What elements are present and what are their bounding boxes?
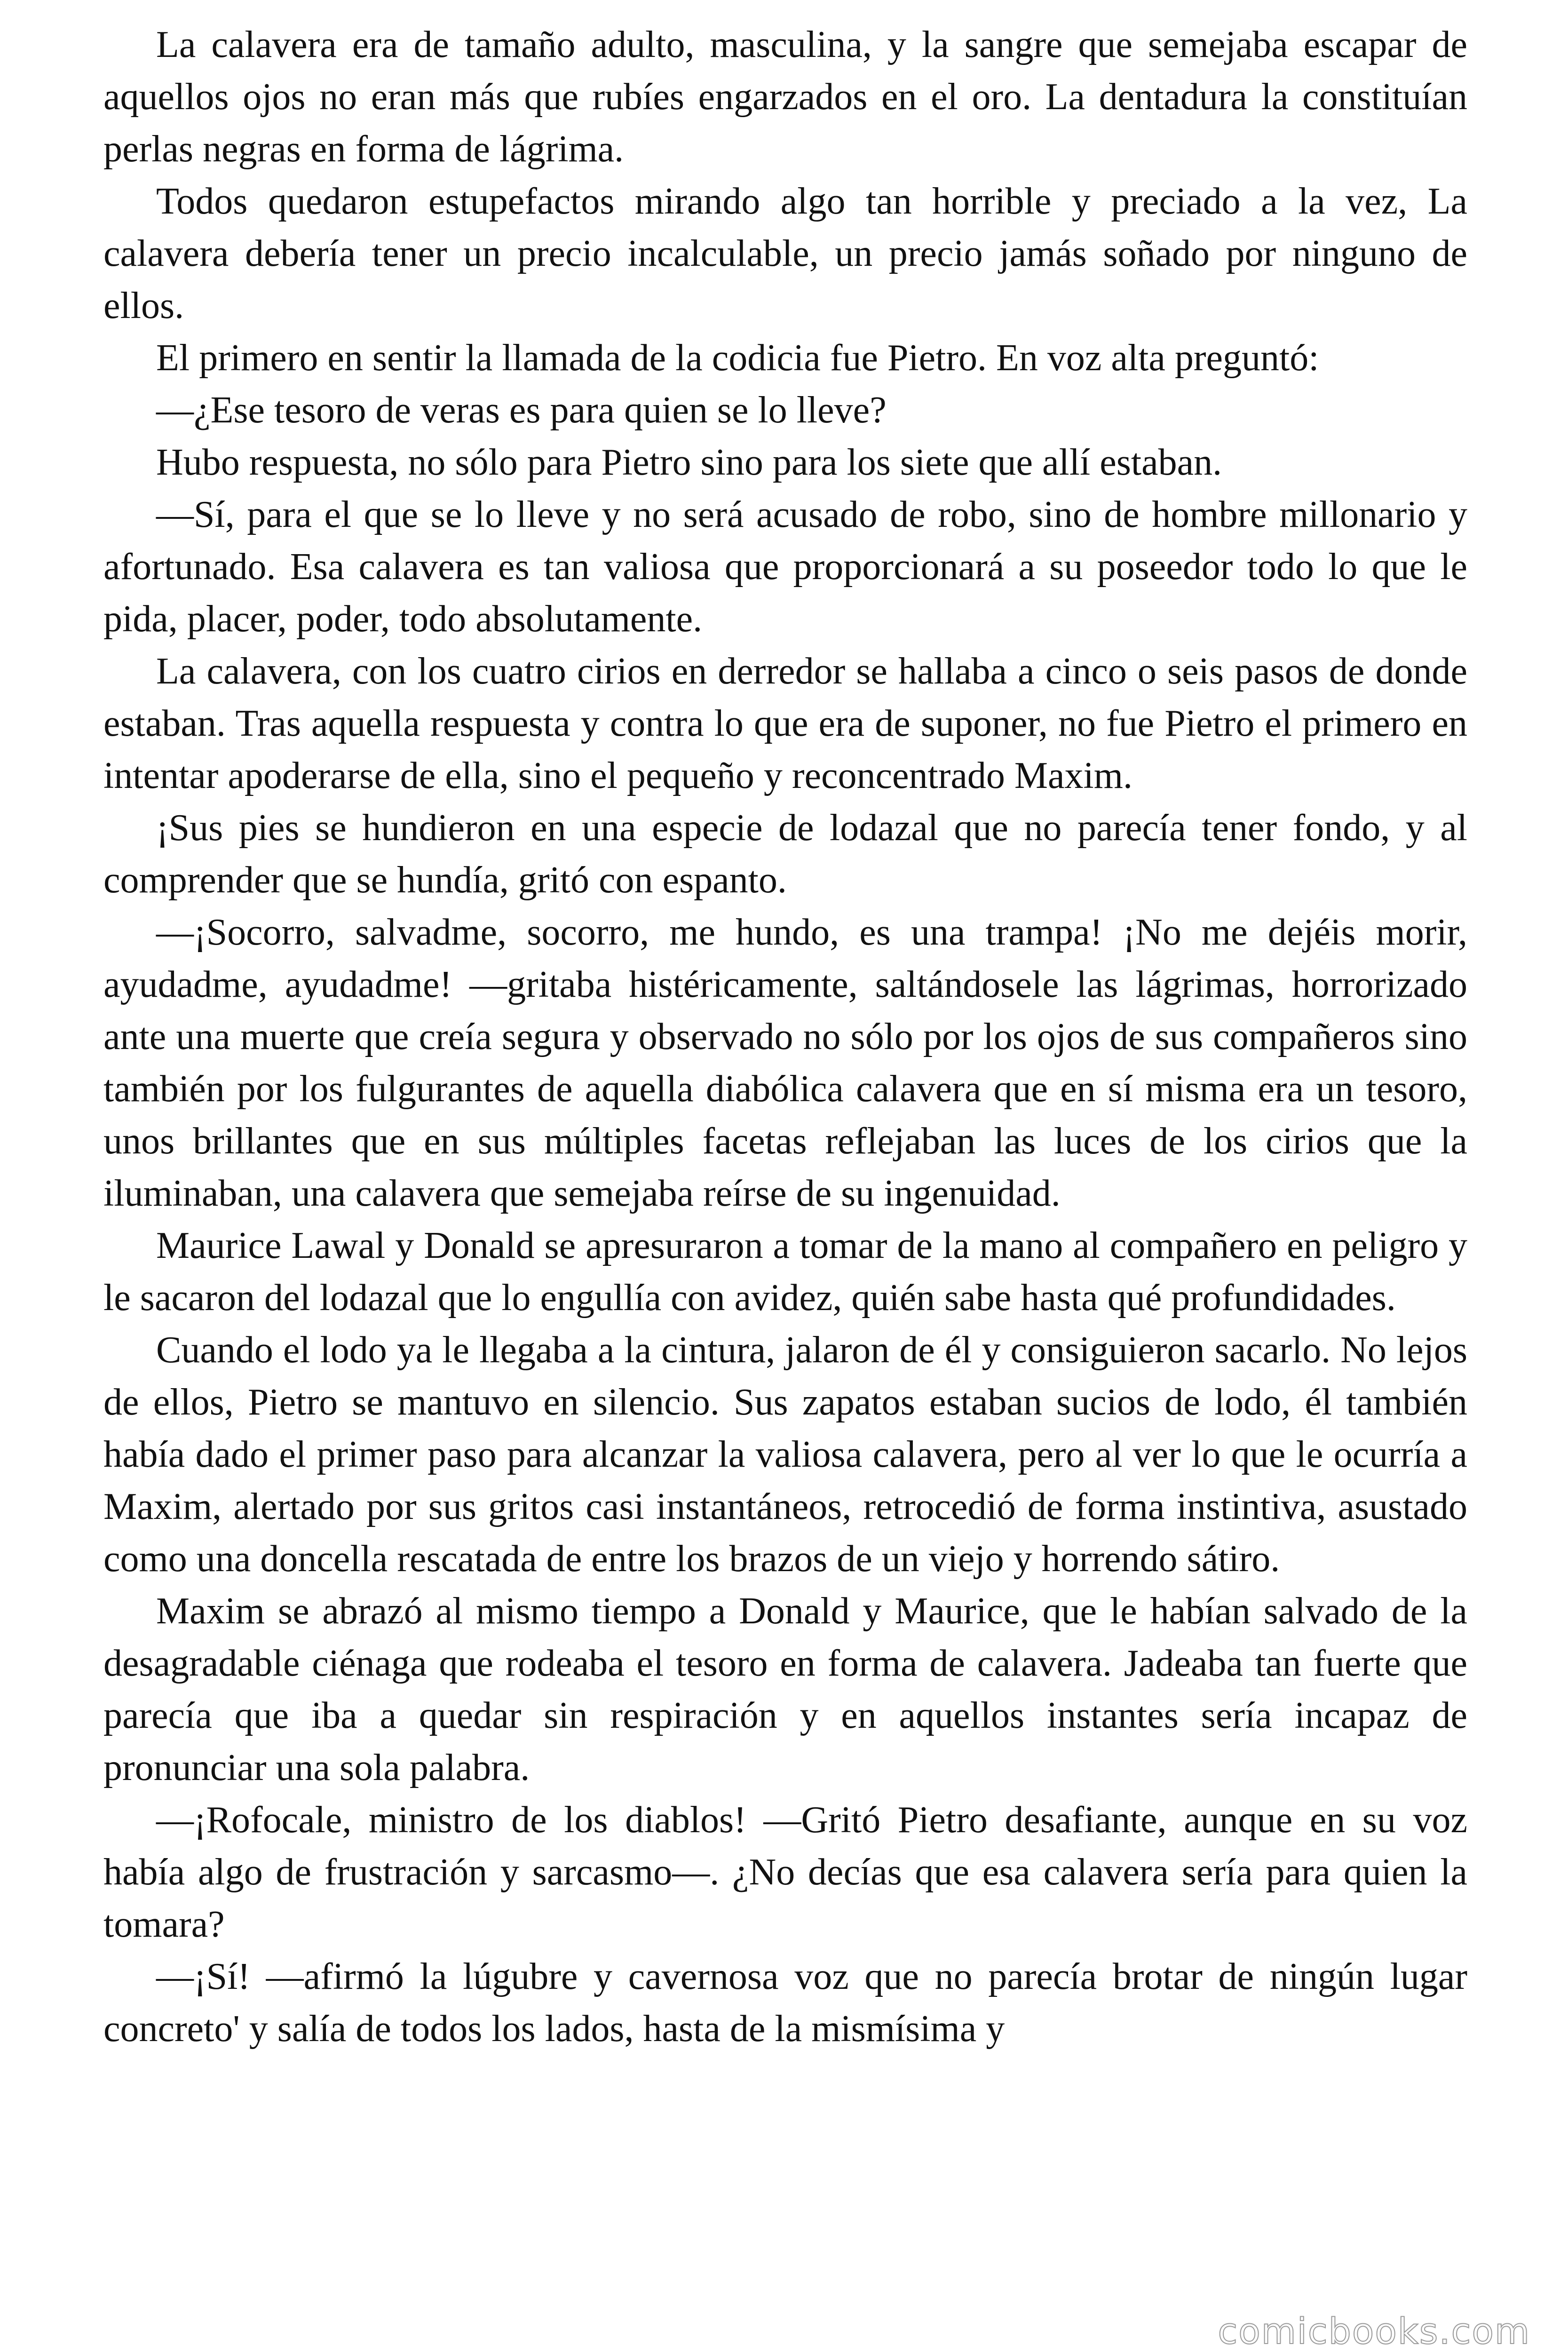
paragraph: Cuando el lodo ya le llegaba a la cintura, jalaron de él y consiguieron sacarlo. No lejos de ellos, Pietro se mantuvo en silencio. Sus zapatos estaban sucios de lodo, él también había dado el primer paso para alcanzar la valiosa calavera, pero al ver lo que le ocurría a Maxim, alertado por sus gritos casi instantáneos, retrocedió de forma instintiva, asustado como una doncella rescatada de entre los brazos de un viejo y horrendo sátiro. xyxy=(103,1329,1467,1580)
page-text xyxy=(103,19,1467,2055)
paragraph: El primero en sentir la llamada de la codicia fue Pietro. En voz alta preguntó: xyxy=(156,337,1319,379)
paragraph: Maurice Lawal y Donald se apresuraron a tomar de la mano al compañero en peligro y le sacaron del lodazal que lo engullía con avidez, quién sabe hasta qué profundidades. xyxy=(103,1225,1467,1319)
paragraph: —¡Sí! —afirmó la lúgubre y cavernosa voz que no parecía brotar de ningún lugar concreto' y salía de todos los lados, hasta de la mismísima y xyxy=(103,1956,1467,2050)
paragraph: Hubo respuesta, no sólo para Pietro sino para los siete que allí estaban. xyxy=(156,442,1222,483)
paragraph: —¿Ese tesoro de veras es para quien se lo lleve? xyxy=(156,389,887,431)
paragraph: —¡Socorro, salvadme, socorro, me hundo, es una trampa! ¡No me dejéis morir, ayudadme, ayudadme! —gritaba histéricamente, saltándosele las lágrimas, horrorizado ante una muerte que creía segura y observado no sólo por los ojos de sus compañeros sino también por los fulgurantes de aquella diabólica calavera que en sí misma era un tesoro, unos brillantes que en sus múltiples facetas reflejaban las luces de los cirios que la iluminaban, una calavera que semejaba reírse de su ingenuidad. xyxy=(103,912,1467,1214)
watermark: comicbooks.com xyxy=(1218,2310,1530,2352)
paragraph: Todos quedaron estupefactos mirando algo tan horrible y preciado a la vez, La calavera debería tener un precio incalculable, un precio jamás soñado por ninguno de ellos. xyxy=(103,181,1467,326)
paragraph: ¡Sus pies se hundieron en una especie de lodazal que no parecía tener fondo, y al comprender que se hundía, gritó con espanto. xyxy=(103,807,1467,901)
paragraph: La calavera, con los cuatro cirios en derredor se hallaba a cinco o seis pasos de donde estaban. Tras aquella respuesta y contra lo que era de suponer, no fue Pietro el primero en intentar apoderarse de ella, sino el pequeño y reconcentrado Maxim. xyxy=(103,651,1467,796)
paragraph: —Sí, para el que se lo lleve y no será acusado de robo, sino de hombre millonario y afortunado. Esa calavera es tan valiosa que proporcionará a su poseedor todo lo que le pida, placer, poder, todo absolutamente. xyxy=(103,494,1467,640)
paragraph: Maxim se abrazó al mismo tiempo a Donald y Maurice, que le habían salvado de la desagradable ciénaga que rodeaba el tesoro en forma de calavera. Jadeaba tan fuerte que parecía que iba a quedar sin respiración y en aquellos instantes sería incapaz de pronunciar una sola palabra. xyxy=(103,1590,1467,1788)
paragraph: —¡Rofocale, ministro de los diablos! —Gritó Pietro desafiante, aunque en su voz había algo de frustración y sarcasmo—. ¿No decías que esa calavera sería para quien la tomara? xyxy=(103,1799,1467,1945)
paragraph: La calavera era de tamaño adulto, masculina, y la sangre que semejaba escapar de aquellos ojos no eran más que rubíes engarzados en el oro. La dentadura la constituían perlas negras en forma de lágrima. xyxy=(103,24,1467,170)
